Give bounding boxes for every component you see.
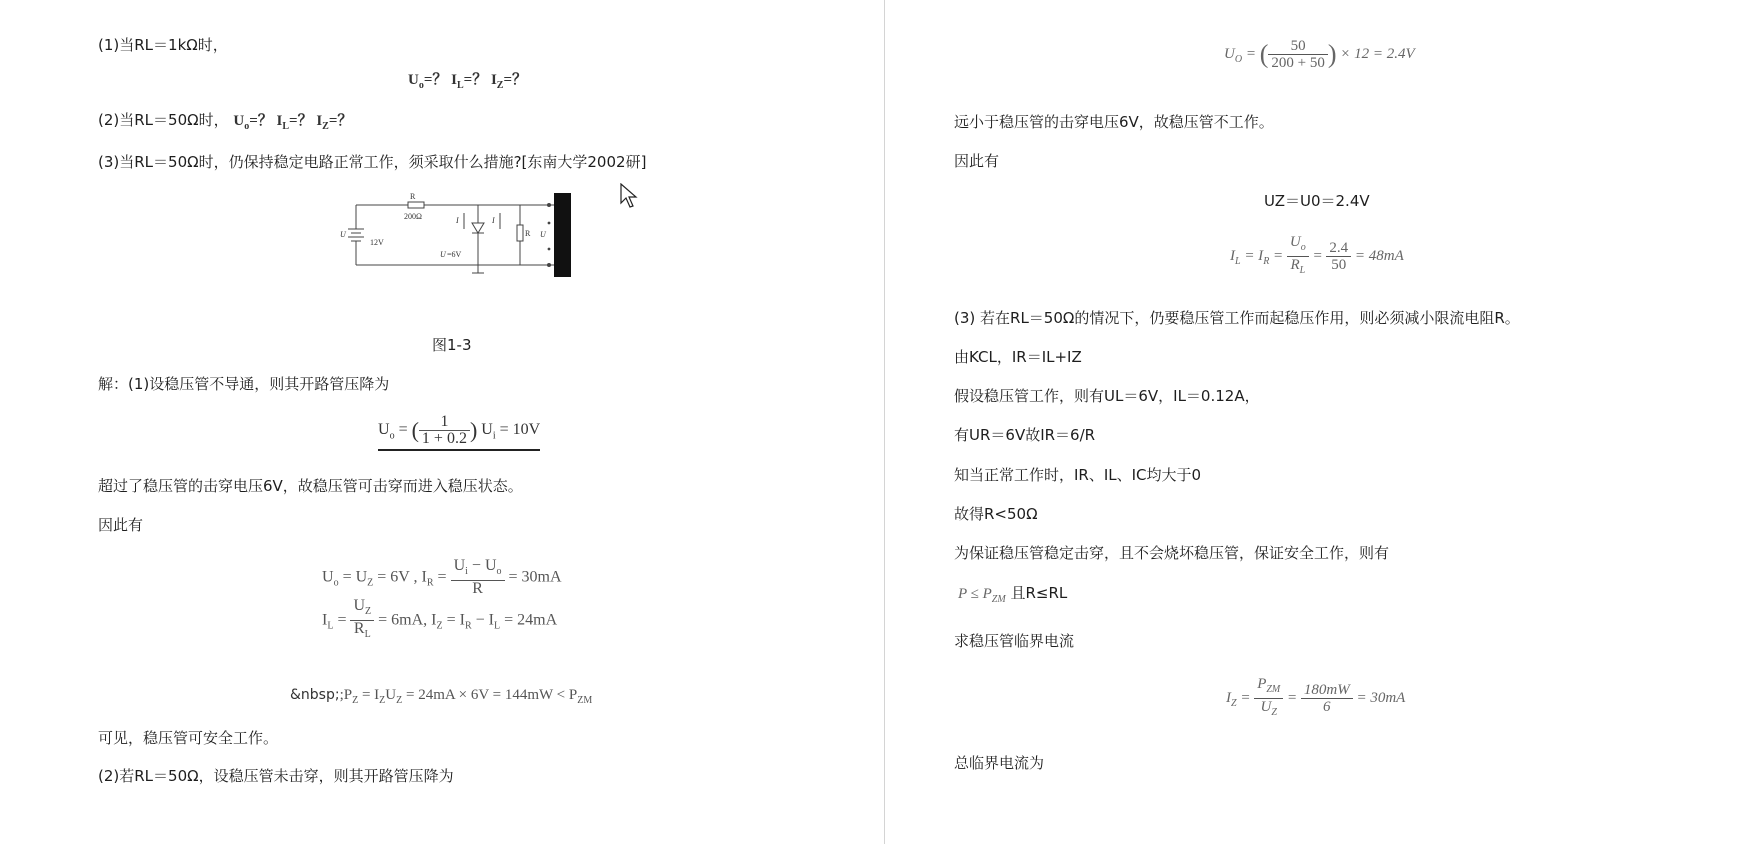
equation-line-1-b: = 30mA	[508, 568, 562, 586]
therefore-right: 因此有	[954, 152, 1000, 170]
mouse-cursor-icon	[620, 183, 638, 209]
equation-line-1: $U_o = U_Z = 6V$ , $I_R$ = $\frac{U_i - U_o}{R}$ = 30mA	[322, 557, 562, 598]
circuit-r-value: 200Ω	[404, 212, 422, 221]
solution-1: 解：(1)设稳压管不导通，则其开路管压降为	[98, 375, 390, 393]
question-1: (1)当RL＝1kΩ时，	[98, 36, 228, 54]
circuit-uz-value: =6V	[447, 250, 462, 259]
page-divider	[884, 0, 885, 844]
uo-numerator: 50	[1268, 38, 1327, 55]
question-2-equation: $U_o=$？ $I_L=$？ $I_Z=$？	[233, 113, 353, 132]
circuit-il-label: I	[492, 216, 495, 225]
text-not-working: 远小于稳压管的击穿电压6V，故稳压管不工作。	[954, 113, 1274, 131]
safe-statement: 可见，稳压管可安全工作。	[98, 729, 279, 747]
question-1-equation: $U_o=$？ $I_L=$？ $I_Z=$？	[408, 72, 528, 91]
equation-line-1-a: = 6V ,	[377, 568, 418, 586]
circuit-source-value: 12V	[370, 238, 384, 247]
kcl-text: 由KCL，IR＝IL+IZ	[954, 348, 1082, 366]
iz-denominator: 6	[1323, 699, 1331, 715]
total-current-text: 总临界电流为	[954, 754, 1045, 772]
circuit-uz-label: U	[440, 250, 446, 259]
question-2	[98, 110, 352, 137]
know-text: 知当正常工作时，IR、IL、IC均大于0	[954, 466, 1202, 484]
power-equation-body: = 24mA × 6V = 144mW <	[405, 687, 566, 703]
circuit-source-label: U	[340, 230, 346, 239]
uo-result: × 12 = 2.4V	[1340, 45, 1415, 62]
solution-1-b: 超过了稳压管的击穿电压6V，故稳压管可击穿而进入稳压状态。	[98, 477, 523, 495]
uz-equation: UZ＝U0＝2.4V	[1264, 192, 1370, 210]
get-r-text: 故得R<50Ω	[954, 505, 1038, 523]
condition-text: 且R≤RL	[1010, 584, 1068, 602]
iz-numerator: 180mW	[1301, 682, 1353, 699]
equation-line-2-b: = 24mA	[504, 611, 558, 629]
power-condition: $P \le P_{ZM}$	[958, 586, 1006, 605]
guarantee-text: 为保证稳压管稳定击穿，且不会烧坏稳压管，保证安全工作，则有	[954, 544, 1390, 562]
figure-caption: 图1-3	[432, 336, 472, 354]
il-result: = 48mA	[1354, 247, 1404, 264]
il-equation: $I_L = I_R$ = $\frac{U_o}{R_L}$ = $\frac{2.4}{50}$ = 48mA	[1230, 234, 1404, 276]
uo-denominator: 200 + 50	[1271, 55, 1325, 71]
seek-text: 求稳压管临界电流	[954, 632, 1075, 650]
solution-2: (2)若RL＝50Ω，设稳压管未击穿，则其开路管压降为	[98, 767, 454, 785]
il-denominator: 50	[1331, 257, 1347, 273]
question-3: (3)当RL＝50Ω时，仍保持稳定电路正常工作，须采取什么措施?[东南大学2002研]	[98, 153, 647, 171]
assume-text: 假设稳压管工作，则有UL＝6V，IL＝0.12A，	[954, 387, 1260, 405]
iz-result: = 30mA	[1356, 689, 1406, 706]
circuit-iz-label: I	[456, 216, 459, 225]
circuit-uo-label: U	[540, 230, 546, 239]
open-voltage-equation: $U_o$ = ( $\frac{1}{1 + 0.2}$ ) $U_i = 10V$	[378, 414, 540, 451]
circuit-rl-label: R	[525, 229, 531, 238]
text-part-3: (3) 若在RL＝50Ω的情况下，仍要稳压管工作而起稳压作用，则必须减小限流电阻R。	[954, 309, 1520, 327]
condition-line	[958, 583, 1067, 610]
equation-line-2-a: = 6mA,	[378, 611, 428, 629]
circuit-diagram	[340, 193, 573, 279]
iz-equation: $I_Z$ = $\frac{P_{ZM}}{U_Z}$ = $\frac{180mW}{6}$ = 30mA	[1226, 676, 1406, 718]
power-equation-prefix: &nbsp;	[290, 687, 340, 703]
il-numerator: 2.4	[1326, 240, 1351, 257]
therefore-left: 因此有	[98, 516, 144, 534]
uo-equation: $U_O$ = ( $\frac{50}{200 + 50}$ ) × 12 = 2.4V	[1224, 38, 1415, 71]
equation-line-2: $I_L$ = $\frac{U_Z}{R_L}$ = 6mA, $I_Z = I_R - I_L = 24mA$	[322, 597, 558, 641]
power-equation: $\&nbsp;;P_Z = I_ZU_Z = 24mA \times 6V = 144mW < P_{ZM}$	[290, 687, 593, 706]
ur-text: 有UR＝6V故IR＝6/R	[954, 426, 1096, 444]
question-2-text: (2)当RL＝50Ω时，	[98, 111, 229, 129]
open-voltage-result: = 10V	[499, 421, 541, 439]
circuit-r-label: R	[410, 193, 416, 201]
